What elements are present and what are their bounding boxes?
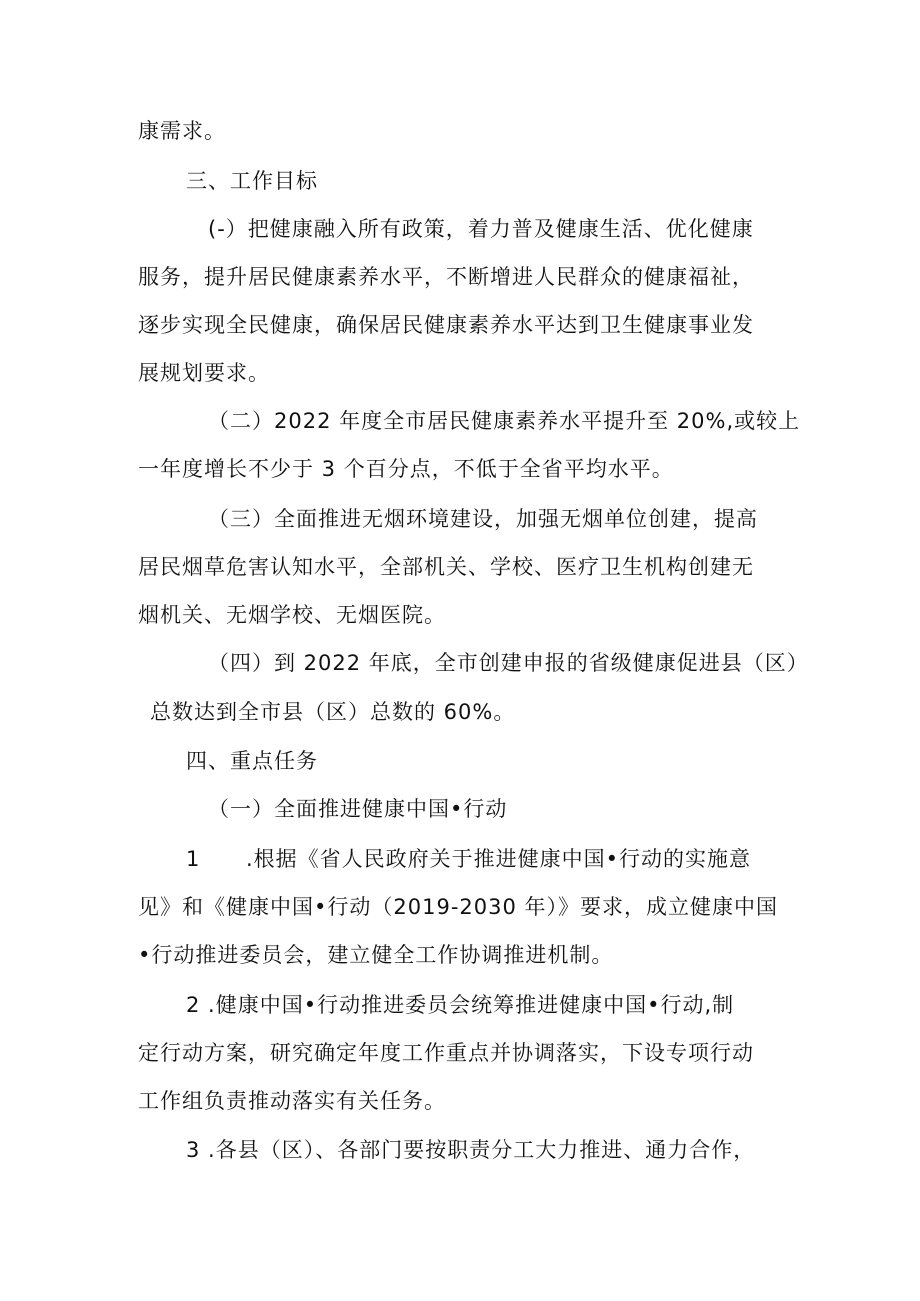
paragraph-line: （三）全面推进无烟环境建设，加强无烟单位创建，提高 xyxy=(208,507,758,531)
paragraph-line: 烟机关、无烟学校、无烟医院。 xyxy=(138,603,446,627)
paragraph-line: •行动推进委员会，建立健全工作协调推进机制。 xyxy=(138,943,614,967)
paragraph-line: 居民烟草危害认知水平，全部机关、学校、医疗卫生机构创建无 xyxy=(138,555,754,579)
paragraph-line: （二）2022 年度全市居民健康素养水平提升至 20%,或较上 xyxy=(208,409,801,433)
paragraph-line: 定行动方案，研究确定年度工作重点并协调落实，下设专项行动 xyxy=(138,1041,754,1065)
paragraph-line: 2 .健康中国•行动推进委员会统筹推进健康中国•行动,制 xyxy=(186,993,735,1017)
paragraph-line: 总数达到全市县（区）总数的 60%。 xyxy=(150,700,516,724)
section-heading-key-tasks: 四、重点任务 xyxy=(186,749,318,773)
paragraph-line: 工作组负责推动落实有关任务。 xyxy=(138,1089,446,1113)
paragraph-line: (-）把健康融入所有政策，着力普及健康生活、优化健康 xyxy=(208,217,754,241)
list-item-number: 1 xyxy=(186,847,201,871)
paragraph-line: 康需求。 xyxy=(138,119,226,143)
section-heading-work-goals: 三、工作目标 xyxy=(186,169,318,193)
paragraph-line: .根据《省人民政府关于推进健康中国•行动的实施意 xyxy=(246,847,752,871)
paragraph-line: 一年度增长不少于 3 个百分点，不低于全省平均水平。 xyxy=(138,457,674,481)
paragraph-line: 见》和《健康中国•行动（2019-2030 年）》要求，成立健康中国 xyxy=(138,895,779,919)
subsection-heading: （一）全面推进健康中国•行动 xyxy=(208,797,508,821)
paragraph-line: 展规划要求。 xyxy=(138,361,270,385)
paragraph-line: 逐步实现全民健康，确保居民健康素养水平达到卫生健康事业发 xyxy=(138,313,754,337)
paragraph-line: （四）到 2022 年底，全市创建申报的省级健康促进县（区） xyxy=(208,651,809,675)
paragraph-line: 3 .各县（区）、各部门要按职责分工大力推进、通力合作， xyxy=(186,1138,756,1162)
paragraph-line: 服务，提升居民健康素养水平，不断增进人民群众的健康福祉， xyxy=(138,265,754,289)
